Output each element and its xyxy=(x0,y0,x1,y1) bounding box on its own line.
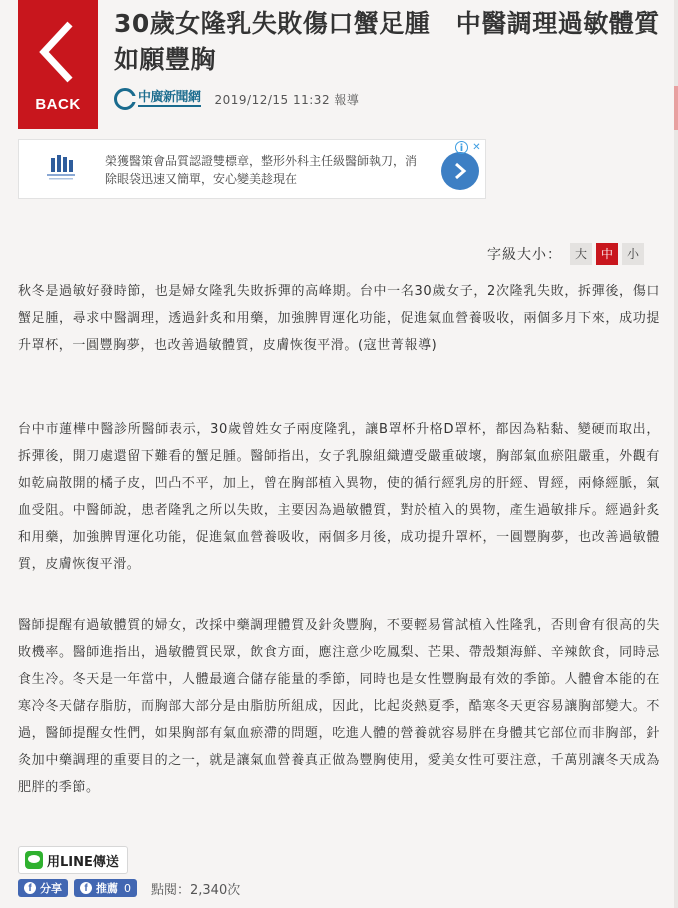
publish-date: 2019/12/15 11:32 報導 xyxy=(214,92,360,107)
font-size-control xyxy=(487,243,644,265)
facebook-recommend-button[interactable] xyxy=(74,879,137,897)
ad-text: 榮獲醫策會品質認證雙標章，整形外科主任級醫師執刀，消除眼袋迅速又簡單，安心變美趁現在 xyxy=(105,154,418,186)
ad-banner[interactable] xyxy=(18,139,486,199)
social-bar xyxy=(18,878,240,898)
ad-controls xyxy=(455,141,483,154)
font-size-large-button[interactable]: 大 xyxy=(570,243,592,265)
source-logo-text: 中廣新聞網 xyxy=(138,90,201,105)
facebook-recommend-label: 推薦 xyxy=(96,882,118,895)
hospital-logo-icon xyxy=(43,154,79,182)
facebook-share-button[interactable] xyxy=(18,879,68,897)
article-paragraph: 秋冬是過敏好發時節，也是婦女隆乳失敗拆彈的高峰期。台中一名30歲女子，2次隆乳失敗，拆彈後，傷口蟹足腫，尋求中醫調理，透過針炙和用藥，加強脾胃運化功能，促進氣血營養吸收，兩個多月下來，成功提升罩杯，一圓豐胸夢，也改善過敏體質，皮膚恢復平滑。(寇世菁報導) xyxy=(18,284,660,353)
line-icon xyxy=(25,851,43,869)
line-share-button[interactable] xyxy=(18,846,128,874)
source-logo xyxy=(114,88,201,110)
ad-open-button[interactable] xyxy=(441,152,479,190)
chevron-right-icon xyxy=(452,162,468,180)
article-meta xyxy=(114,86,359,112)
article-paragraph: 醫師提醒有過敏體質的婦女，改採中藥調理體質及針灸豐胸，不要輕易嘗試植入性隆乳，否則會有很高的失敗機率。醫師進指出，過敏體質民眾，飲食方面，應注意少吃鳳梨、芒果、帶殼類海鮮、辛辣飲食，同時忌食生冷。冬天是一年當中，人體最適合儲存能量的季節，同時也是女性豐胸最有效的季節。人體會本能的在寒冷冬天儲存脂肪，而胸部大部分是由脂肪所組成，因此，比起炎熱夏季，酷寒冬天更容易讓胸部變大。不過，醫師提醒女性們，如果胸部有氣血瘀滯的問題，吃進人體的營養就容易胖在身體其它部位而非胸部，針灸加中藥調理的重要目的之一，就是讓氣血營養真正做為豐胸使用，愛美女性可要注意，千萬別讓冬天成為肥胖的季節。 xyxy=(18,618,660,795)
info-icon[interactable]: i xyxy=(455,141,468,154)
facebook-icon: f xyxy=(80,882,92,894)
close-icon[interactable]: ✕ xyxy=(472,142,481,153)
view-count: 點閱：2,340次 xyxy=(151,882,241,898)
facebook-recommend-count: 0 xyxy=(124,881,131,895)
article-title: 30歲女隆乳失敗傷口蟹足腫 中醫調理過敏體質如願豐胸 xyxy=(114,9,660,74)
article-paragraph: 台中市蓮樺中醫診所醫師表示，30歲曾姓女子兩度隆乳，讓B罩杯升格D罩杯，都因為粘黏、變硬而取出，拆彈後，開刀處還留下難看的蟹足腫。醫師指出，女子乳腺組織遭受嚴重破壞，胸部氣血瘀阻嚴重，外觀有如乾扁散開的橘子皮，凹凸不平，加上，曾在胸部植入異物，使的循行經乳房的肝經、胃經，兩條經脈，氣血受阻。中醫師說，患者隆乳之所以失敗，主要因為過敏體質，對於植入的異物，產生過敏排斥。經過針炙和用藥，加強脾胃運化功能，促進氣血營養吸收，兩個多月後，成功提升罩杯，一圓豐胸夢，也改善過敏體質，皮膚恢復平滑。 xyxy=(18,422,660,572)
facebook-icon: f xyxy=(24,882,36,894)
line-share-label: 用LINE傳送 xyxy=(47,854,119,870)
back-button[interactable] xyxy=(18,0,98,129)
back-label: BACK xyxy=(35,96,81,113)
scroll-marker xyxy=(674,86,678,130)
font-size-medium-button[interactable]: 中 xyxy=(596,243,618,265)
facebook-share-label: 分享 xyxy=(40,882,62,895)
font-size-label: 字級大小： xyxy=(487,247,562,263)
source-logo-mark xyxy=(114,88,136,110)
chevron-left-icon xyxy=(36,20,80,84)
scrollbar-track[interactable] xyxy=(674,0,678,908)
font-size-small-button[interactable]: 小 xyxy=(622,243,644,265)
